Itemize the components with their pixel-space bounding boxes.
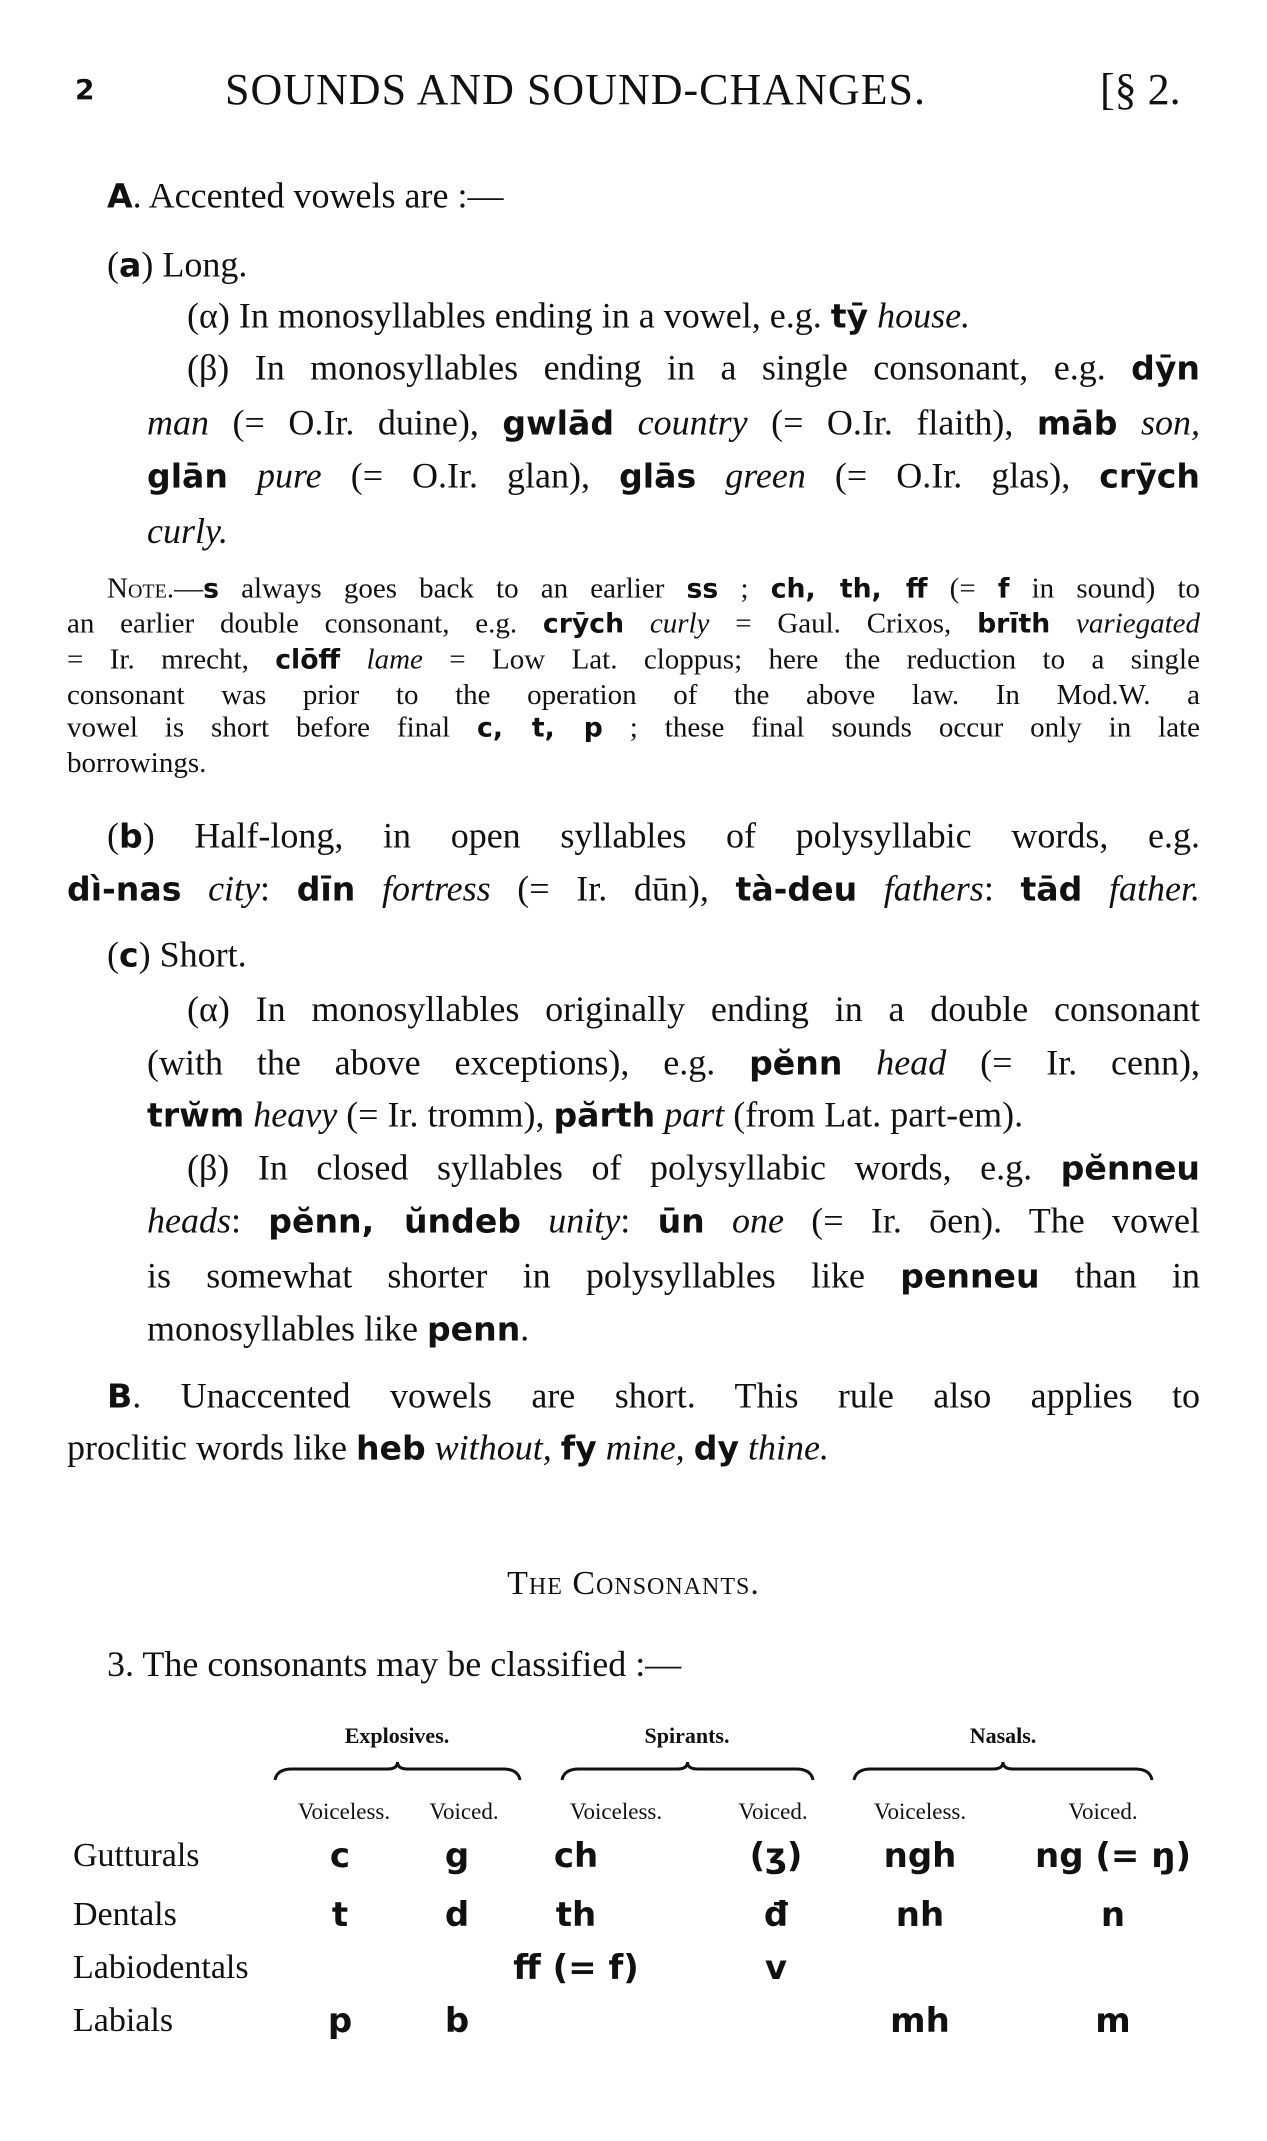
welsh-term: glās — [619, 456, 697, 496]
consonant-cell: th — [555, 1895, 597, 1935]
gloss: part — [655, 1094, 725, 1135]
brace-icon — [853, 1760, 1153, 1784]
text-run — [685, 1428, 694, 1468]
gloss: curly — [624, 607, 710, 640]
gloss: head — [842, 1042, 947, 1083]
column-subheader: Voiced. — [1068, 1799, 1138, 1824]
welsh-term: tād — [1020, 869, 1083, 909]
text-run — [552, 1428, 561, 1468]
row-label: Labials — [73, 2002, 174, 2039]
text-line — [187, 346, 1200, 391]
welsh-term: f — [997, 573, 1010, 605]
welsh-term: brīth — [977, 608, 1051, 640]
text-run: — — [174, 572, 204, 605]
welsh-term: heb — [355, 1428, 426, 1468]
note-line — [67, 746, 206, 780]
brace-icon — [561, 1760, 814, 1784]
gloss: thine. — [738, 1427, 829, 1468]
consonant-cell: ngh — [883, 1836, 957, 1876]
consonant-cell: t — [331, 1895, 349, 1935]
gloss: unity — [521, 1200, 621, 1241]
note-line — [107, 572, 1200, 607]
text-run: in sound) to — [1009, 572, 1201, 605]
note-line — [67, 711, 1200, 746]
gloss: fortress — [355, 868, 491, 909]
text-run: 3. The consonants may be classified :— — [107, 1644, 682, 1684]
consonant-cell: ng (= ŋ) — [1035, 1836, 1191, 1876]
welsh-term: b — [119, 816, 143, 856]
text-line — [107, 243, 247, 288]
welsh-term: tȳ — [830, 296, 869, 336]
text-line — [147, 1041, 1200, 1086]
gloss: heads — [147, 1200, 231, 1241]
row-label: Dentals — [73, 1896, 177, 1933]
text-run: consonant was prior to the operation of the above law. In Mod.W. a — [67, 679, 1200, 711]
welsh-term: gwlād — [502, 403, 615, 443]
note-line — [67, 643, 1200, 678]
text-run: (β) In closed syllables of polysyllabic words, e.g. — [187, 1147, 1061, 1188]
welsh-term: c — [119, 935, 139, 975]
welsh-term: pĕnneu — [1060, 1148, 1200, 1188]
column-subheader: Voiceless. — [873, 1799, 967, 1824]
text-run: : — [231, 1200, 269, 1241]
brace-icon — [274, 1760, 521, 1784]
welsh-term: penn — [426, 1309, 521, 1349]
text-line — [107, 174, 504, 219]
gloss: green — [696, 455, 806, 496]
text-run: (with the above exceptions), e.g. — [147, 1042, 750, 1083]
gloss: son, — [1117, 402, 1201, 443]
text-run: than in — [1039, 1255, 1201, 1296]
welsh-term: ss — [686, 573, 719, 605]
text-run: ) Half-long, in open syllables of polysyllabic words, e.g. — [142, 815, 1200, 856]
row-label: Labiodentals — [73, 1949, 249, 1986]
text-run: monosyllables like — [147, 1308, 427, 1349]
consonant-cell: (ʒ) — [749, 1836, 803, 1876]
text-line — [67, 867, 1200, 912]
gloss: one — [704, 1200, 785, 1241]
text-run: an earlier double consonant, e.g. — [67, 607, 543, 640]
text-run: (= Ir. ōen). The vowel — [784, 1200, 1201, 1241]
text-run: always goes back to an earlier — [218, 572, 687, 605]
text-run: . Accented vowels are :— — [132, 175, 504, 216]
note-line — [67, 607, 1200, 642]
text-run: . — [520, 1308, 530, 1349]
text-run: : — [620, 1200, 658, 1241]
consonant-cell: đ — [763, 1895, 789, 1935]
text-line — [147, 454, 1200, 499]
gloss: country — [614, 402, 748, 443]
text-line — [147, 401, 1200, 446]
welsh-term: ch, th, ff — [770, 573, 928, 605]
text-run: : — [983, 868, 1021, 909]
consonant-cell: nh — [895, 1895, 945, 1935]
text-line — [147, 1199, 1200, 1244]
text-line — [147, 509, 228, 553]
text-run: = Gaul. Crixos, — [709, 607, 978, 640]
gloss: father. — [1082, 868, 1200, 909]
text-run: (= Ir. cenn), — [946, 1042, 1201, 1083]
welsh-term: fy — [560, 1428, 597, 1468]
text-run: ; these final sounds occur only in late — [602, 711, 1200, 744]
text-run: ; — [718, 572, 771, 605]
welsh-term: tà-deu — [735, 869, 858, 909]
consonant-cell: mh — [890, 2001, 950, 2041]
text-run: ( — [107, 244, 119, 285]
consonant-cell: v — [764, 1948, 788, 1988]
welsh-term: a — [119, 245, 142, 285]
gloss: pure — [227, 455, 322, 496]
welsh-term: c, t, p — [477, 712, 603, 744]
welsh-term: trw̆m — [147, 1095, 245, 1135]
welsh-term: ūn — [657, 1201, 705, 1241]
gloss: curly. — [147, 511, 228, 551]
welsh-term: dy — [693, 1428, 739, 1468]
text-run: ) Long. — [141, 244, 248, 285]
text-run: vowel is short before final — [67, 711, 478, 744]
text-run: (β) In monosyllables ending in a single consonant, e.g. — [187, 347, 1132, 388]
column-subheader: Voiceless. — [569, 1799, 663, 1824]
consonant-cell: ff (= f) — [513, 1948, 639, 1988]
section-heading — [0, 1562, 1267, 1606]
consonant-cell: n — [1100, 1895, 1126, 1935]
welsh-term: crȳch — [542, 608, 625, 640]
consonant-cell: p — [327, 2001, 353, 2041]
text-line — [187, 987, 1200, 1031]
welsh-term: dīn — [296, 869, 356, 909]
text-run: (= Ir. dūn), — [490, 868, 736, 909]
column-subheader: Voiced. — [429, 1799, 499, 1824]
page-number: 2 — [75, 73, 95, 106]
text-run: borrowings. — [67, 747, 207, 779]
welsh-term: pĕnn — [749, 1043, 843, 1083]
gloss: man — [147, 402, 209, 443]
welsh-term: dì-nas — [67, 869, 182, 909]
gloss: mine, — [596, 1427, 685, 1468]
text-run: proclitic words like — [67, 1427, 356, 1468]
text-run: ( — [107, 934, 119, 975]
gloss: heavy — [244, 1094, 338, 1135]
welsh-term: māb — [1036, 403, 1118, 443]
text-run: Note. — [107, 572, 175, 605]
gloss: fathers — [857, 868, 984, 909]
text-run: (= O.Ir. glan), — [321, 455, 620, 496]
text-line — [107, 1374, 1200, 1419]
consonant-cell: d — [444, 1895, 470, 1935]
text-run: (= O.Ir. duine), — [209, 402, 503, 443]
text-run: ( — [107, 815, 119, 856]
text-line — [147, 1093, 1023, 1138]
text-line — [187, 294, 970, 339]
column-subheader: Voiced. — [738, 1799, 808, 1824]
text-run: (from Lat. part-em). — [724, 1094, 1024, 1135]
gloss: house. — [868, 295, 971, 336]
text-run: (= — [927, 572, 998, 605]
welsh-term: crȳch — [1099, 456, 1201, 496]
text-line — [147, 1254, 1200, 1299]
group-header: Nasals. — [969, 1723, 1037, 1748]
consonant-cell: b — [444, 2001, 470, 2041]
gloss: city — [181, 868, 261, 909]
gloss: without, — [425, 1427, 552, 1468]
text-run: (= O.Ir. flaith), — [747, 402, 1037, 443]
consonant-cell: g — [444, 1836, 470, 1876]
text-line — [67, 1426, 829, 1471]
text-line — [147, 1307, 529, 1352]
text-run: The Consonants. — [507, 1565, 760, 1602]
welsh-term: s — [203, 573, 219, 605]
text-run: is somewhat shorter in polysyllables like — [147, 1255, 901, 1296]
note-line — [67, 678, 1200, 712]
welsh-term: B — [107, 1376, 133, 1416]
group-header: Spirants. — [644, 1723, 730, 1748]
text-run: = Low Lat. cloppus; here the reduction to a single — [422, 643, 1200, 676]
text-run: (α) In monosyllables ending in a vowel, e.g. — [187, 295, 831, 336]
section-ref: [§ 2. — [1100, 65, 1181, 114]
text-line — [107, 1642, 681, 1686]
gloss: lame — [340, 643, 423, 676]
welsh-term: părth — [553, 1095, 656, 1135]
welsh-term: A — [107, 176, 133, 216]
consonant-cell: c — [329, 1836, 351, 1876]
group-header: Explosives. — [344, 1723, 450, 1748]
text-line — [107, 814, 1200, 859]
text-run: ) Short. — [138, 934, 247, 975]
text-line — [107, 933, 247, 978]
welsh-term: penneu — [900, 1256, 1040, 1296]
text-run: . Unaccented vowels are short. This rule also applies to — [132, 1375, 1200, 1416]
text-run: (α) In monosyllables originally ending in a double consonant — [187, 989, 1200, 1029]
row-label: Gutturals — [73, 1837, 200, 1874]
gloss: variegated — [1050, 607, 1201, 640]
page-title: SOUNDS AND SOUND-CHANGES. — [225, 65, 926, 114]
text-line — [187, 1146, 1200, 1191]
text-run: : — [260, 868, 297, 909]
text-run: (= Ir. tromm), — [337, 1094, 554, 1135]
text-run: = Ir. mrecht, — [67, 643, 276, 676]
welsh-term: pĕnn, ŭndeb — [268, 1201, 521, 1241]
column-subheader: Voiceless. — [297, 1799, 391, 1824]
text-run: (= O.Ir. glas), — [805, 455, 1100, 496]
consonant-cell: ch — [553, 1836, 599, 1876]
welsh-term: dȳn — [1131, 348, 1200, 388]
welsh-term: glān — [147, 456, 228, 496]
welsh-term: clōff — [275, 644, 341, 676]
consonant-cell: m — [1095, 2001, 1131, 2041]
